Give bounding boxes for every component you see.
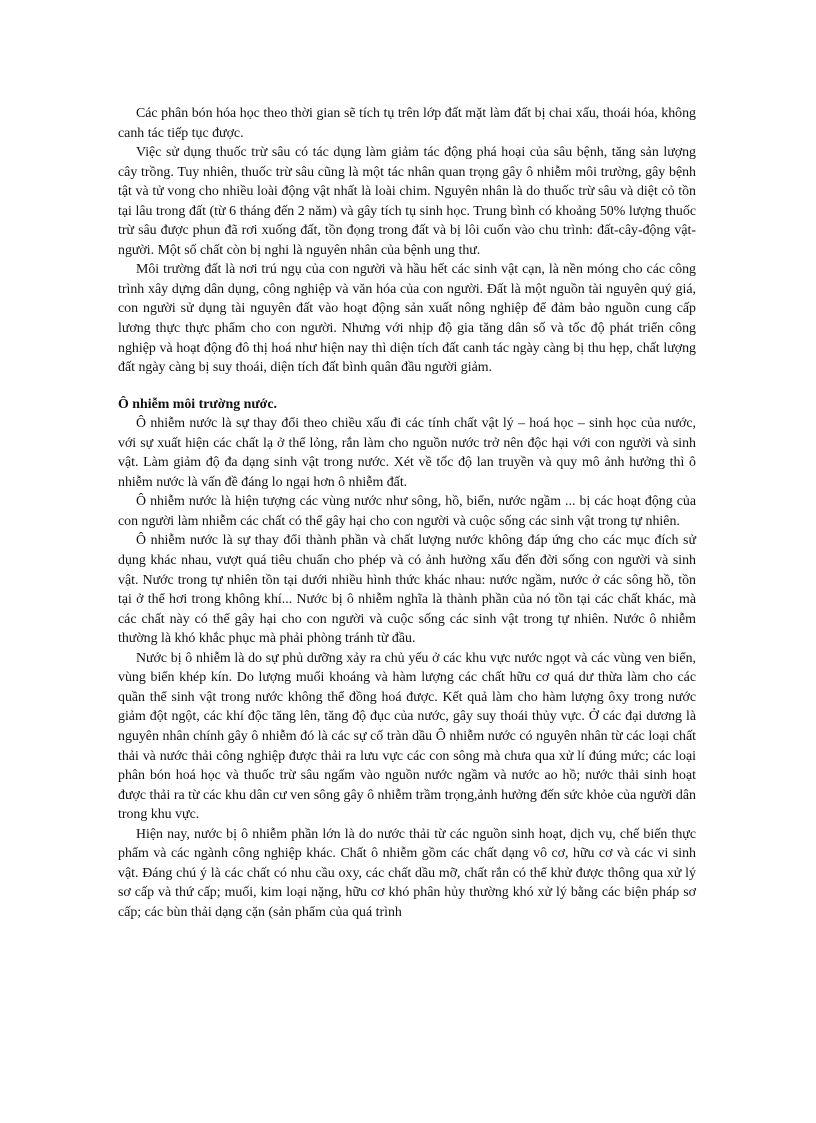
paragraph: Việc sử dụng thuốc trừ sâu có tác dụng làm giảm tác động phá hoại của sâu bệnh, tăng sản lượng cây trồng. Tuy nhiên, thuốc trừ sâu cũng là một tác nhân quan trọng gây ô nhiễm môi trường, gây bệnh tật và tử vong cho nhiều loài động vật nhất là loài chim. Nguyên nhân là do thuốc trừ sâu và diệt cỏ tồn tại lâu trong đất (từ 6 tháng đến 2 năm) và gây tích tụ sinh học. Trung bình có khoảng 50% lượng thuốc trừ sâu được phun đã rơi xuống đất, tồn đọng trong đất và bị lôi cuốn vào chu trình: đất-cây-động vật-người. Một số chất còn bị nghi là nguyên nhân của bệnh ung thư. — [118, 145, 696, 258]
paragraph: Các phân bón hóa học theo thời gian sẽ tích tụ trên lớp đất mặt làm đất bị chai xấu, thoái hóa, không canh tác tiếp tục được. — [118, 106, 696, 141]
paragraph: Hiện nay, nước bị ô nhiễm phần lớn là do nước thải từ các nguồn sinh hoạt, dịch vụ, chế biến thực phẩm và các ngành công nghiệp khác. Chất ô nhiễm gồm các chất dạng vô cơ, hữu cơ và các vi sinh vật. Đáng chú ý là các chất có nhu cầu oxy, các chất dầu mỡ, chất rắn có thể khử được thông qua xử lý sơ cấp và thứ cấp; muối, kim loại nặng, hữu cơ khó phân hủy thường khó xử lý bằng các biện pháp sơ cấp; các bùn thải dạng cặn (sản phẩm của quá trình — [118, 826, 696, 920]
paragraph: Môi trường đất là nơi trú ngụ của con người và hầu hết các sinh vật cạn, là nền móng cho các công trình xây dựng dân dụng, công nghiệp và văn hóa của con người. Đất là một nguồn tài nguyên quý giá, con người sử dụng tài nguyên đất vào hoạt động sản xuất nông nghiệp để đảm bảo nguồn cung cấp lương thực thực phẩm cho con người. Nhưng với nhịp độ gia tăng dân số và tốc độ phát triển công nghiệp và hoạt động đô thị hoá như hiện nay thì diện tích đất canh tác ngày càng bị thu hẹp, chất lượng đất ngày càng bị suy thoái, diện tích đất bình quân đầu người giảm. — [118, 262, 696, 376]
document-page — [118, 104, 696, 922]
paragraph: Ô nhiễm nước là sự thay đổi theo chiều xấu đi các tính chất vật lý – hoá học – sinh học của nước, với sự xuất hiện các chất lạ ở thể lỏng, rắn làm cho nguồn nước trở nên độc hại với con người và sinh vật. Làm giảm độ đa dạng sinh vật trong nước. Xét về tốc độ lan truyền và quy mô ảnh hưởng thì ô nhiễm nước là vấn đề đáng lo ngại hơn ô nhiễm đất. — [118, 416, 696, 490]
paragraph: Ô nhiễm nước là hiện tượng các vùng nước như sông, hồ, biển, nước ngầm ... bị các hoạt động của con người làm nhiễm các chất có thể gây hại cho con người và cuộc sống các sinh vật trong tự nhiên. — [118, 494, 696, 529]
paragraph: Nước bị ô nhiễm là do sự phủ dưỡng xảy ra chủ yếu ở các khu vực nước ngọt và các vùng ven biển, vùng biển khép kín. Do lượng muối khoáng và hàm lượng các chất hữu cơ quá dư thừa làm cho các quần thể sinh vật trong nước không thể đồng hoá được. Kết quả làm cho hàm lượng ôxy trong nước giảm đột ngột, các khí độc tăng lên, tăng độ đục của nước, gây suy thoái thủy vực. Ở các đại dương là nguyên nhân chính gây ô nhiễm đó là các sự cố tràn dầu Ô nhiễm nước có nguyên nhân từ các loại chất thải và nước thải công nghiệp được thải ra lưu vực các con sông mà chưa qua xử lí đúng mức; các loại phân bón hoá học và thuốc trừ sâu ngấm vào nguồn nước ngầm và nước ao hồ; nước thải sinh hoạt được thải ra từ các khu dân cư ven sông gây ô nhiễm trầm trọng,ảnh hưởng đến sức khỏe của người dân trong khu vực. — [118, 650, 696, 823]
section-heading: Ô nhiễm môi trường nước. — [118, 396, 277, 412]
paragraph: Ô nhiễm nước là sự thay đổi thành phần và chất lượng nước không đáp ứng cho các mục đích sử dụng khác nhau, vượt quá tiêu chuẩn cho phép và có ảnh hưởng xấu đến đời sống con người và sinh vật. Nước trong tự nhiên tồn tại dưới nhiều hình thức khác nhau: nước ngầm, nước ở các sông hồ, tồn tại ở thể hơi trong không khí... Nước bị ô nhiễm nghĩa là thành phần của nó tồn tại các chất khác, mà các chất này có thể gây hại cho con người và cuộc sống các sinh vật trong tự nhiên. Nước ô nhiễm thường là khó khắc phục mà phải phòng tránh từ đầu. — [118, 533, 696, 647]
